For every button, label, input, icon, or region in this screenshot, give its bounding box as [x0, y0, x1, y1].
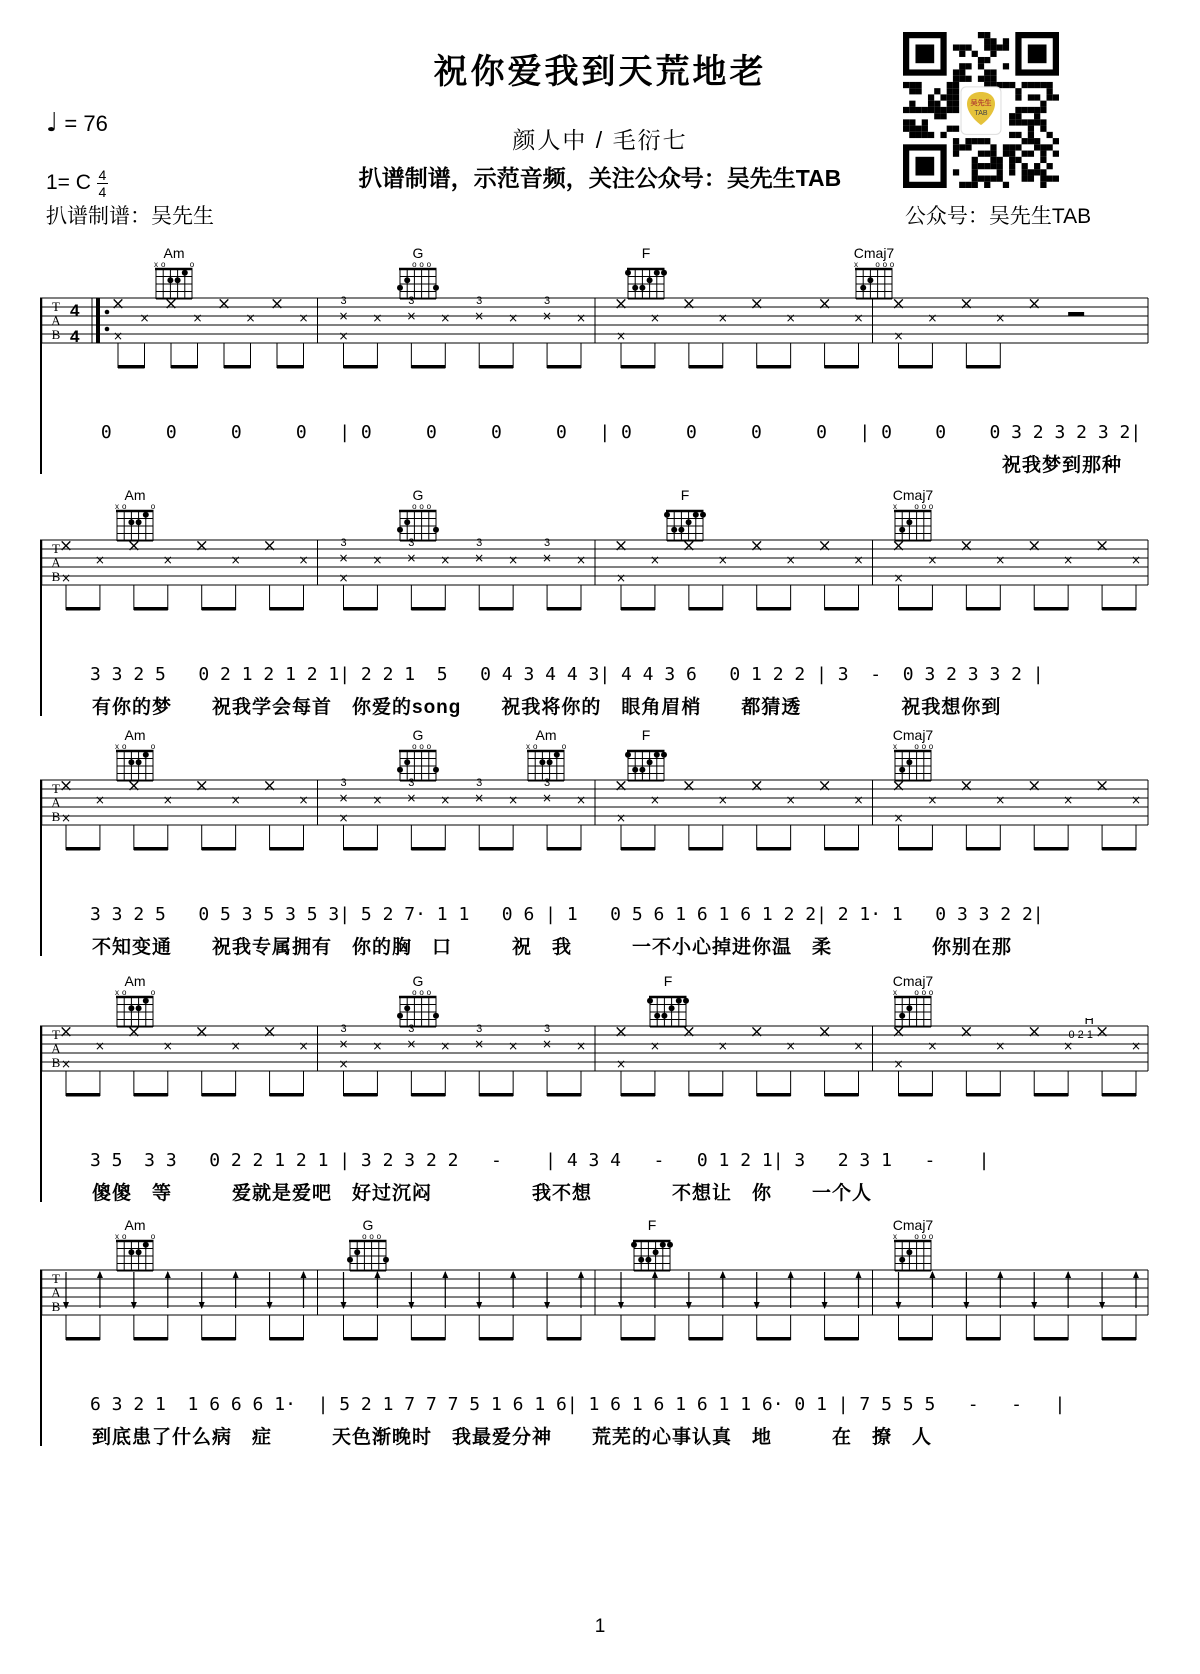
- svg-text:3: 3: [476, 777, 483, 789]
- svg-text:×: ×: [681, 536, 696, 556]
- system-brace: [40, 540, 42, 716]
- svg-text:o: o: [914, 742, 919, 751]
- svg-text:×: ×: [891, 294, 906, 314]
- key-signature: [46, 168, 108, 199]
- svg-text:Am: Am: [163, 246, 185, 261]
- svg-text:o: o: [928, 502, 934, 511]
- svg-text:o: o: [875, 260, 881, 269]
- system-brace: [40, 298, 42, 474]
- svg-text:×: ×: [338, 571, 349, 585]
- svg-text:×: ×: [575, 311, 587, 325]
- tab-staff: [40, 772, 1150, 877]
- svg-text:×: ×: [298, 1039, 309, 1053]
- svg-text:H: H: [1084, 1018, 1094, 1027]
- svg-text:×: ×: [94, 553, 105, 567]
- svg-text:G: G: [412, 974, 424, 989]
- svg-text:G: G: [412, 488, 424, 503]
- svg-text:×: ×: [1027, 294, 1042, 314]
- system-brace: [40, 1270, 42, 1446]
- svg-text:x: x: [893, 502, 898, 511]
- svg-text:o: o: [419, 502, 425, 511]
- svg-text:T: T: [52, 1271, 60, 1286]
- svg-text:×: ×: [785, 793, 796, 807]
- svg-text:o: o: [150, 1232, 155, 1241]
- svg-text:o: o: [921, 502, 927, 511]
- svg-text:×: ×: [891, 1022, 906, 1042]
- svg-text:×: ×: [927, 311, 938, 325]
- svg-text:3: 3: [476, 537, 483, 549]
- svg-text:×: ×: [542, 1037, 553, 1051]
- svg-text:o: o: [376, 1232, 382, 1241]
- lyrics-line: 不知变通 祝我专属拥有 你的胸 口 祝 我 一不小心掉进你温 柔 你别在那: [92, 937, 1013, 958]
- svg-text:×: ×: [1063, 793, 1074, 807]
- svg-text:×: ×: [1063, 1039, 1074, 1053]
- svg-text:o: o: [426, 742, 432, 751]
- svg-text:o: o: [921, 988, 927, 997]
- svg-text:F: F: [641, 246, 651, 261]
- svg-text:×: ×: [893, 1057, 904, 1071]
- song-title: 祝你爱我到天荒地老: [433, 53, 767, 91]
- svg-text:×: ×: [192, 311, 203, 325]
- svg-text:×: ×: [60, 571, 72, 585]
- svg-text:3: 3: [544, 1023, 551, 1035]
- svg-text:×: ×: [110, 294, 126, 314]
- svg-text:×: ×: [60, 811, 72, 825]
- svg-text:x: x: [114, 1232, 119, 1241]
- svg-text:×: ×: [262, 1022, 277, 1042]
- artists: 颜人中 / 毛衍七: [512, 127, 688, 153]
- qr-code-image: [903, 32, 1059, 188]
- svg-text:3: 3: [340, 777, 347, 789]
- tab-staff: [40, 290, 1150, 395]
- svg-text:×: ×: [681, 776, 696, 796]
- svg-text:×: ×: [1130, 553, 1142, 567]
- svg-text:×: ×: [298, 311, 309, 325]
- svg-text:×: ×: [927, 1039, 938, 1053]
- svg-text:B: B: [51, 809, 61, 824]
- svg-text:o: o: [121, 988, 127, 997]
- svg-text:×: ×: [1027, 536, 1042, 556]
- svg-text:×: ×: [338, 551, 349, 565]
- system-1: [40, 246, 1152, 488]
- system-brace: [40, 1026, 42, 1202]
- system-4: [40, 974, 1152, 1216]
- svg-text:×: ×: [1027, 1022, 1042, 1042]
- svg-text:Am: Am: [124, 728, 146, 743]
- svg-text:×: ×: [785, 311, 796, 325]
- svg-text:o: o: [426, 988, 432, 997]
- svg-text:×: ×: [649, 1039, 660, 1053]
- svg-text:×: ×: [230, 553, 241, 567]
- svg-text:×: ×: [112, 329, 124, 343]
- svg-text:×: ×: [440, 1039, 451, 1053]
- svg-text:×: ×: [1094, 536, 1110, 556]
- svg-text:A: A: [51, 1041, 61, 1056]
- svg-text:Cmaj7: Cmaj7: [892, 1218, 934, 1233]
- svg-text:×: ×: [613, 536, 629, 556]
- svg-text:×: ×: [891, 776, 906, 796]
- svg-text:×: ×: [262, 536, 277, 556]
- svg-text:Cmaj7: Cmaj7: [892, 974, 934, 989]
- svg-text:3: 3: [408, 537, 415, 549]
- svg-text:×: ×: [749, 536, 764, 556]
- svg-text:×: ×: [338, 1057, 349, 1071]
- svg-text:×: ×: [194, 536, 209, 556]
- svg-text:×: ×: [959, 1022, 974, 1042]
- svg-text:4: 4: [70, 327, 80, 346]
- svg-text:×: ×: [995, 311, 1006, 325]
- svg-text:x: x: [893, 1232, 898, 1241]
- svg-text:×: ×: [508, 793, 519, 807]
- svg-text:o: o: [533, 742, 538, 751]
- lyrics-line: 到底患了什么病 症 天色渐晚时 我最爱分神 荒芜的心事认真 地 在 撩 人: [92, 1427, 933, 1448]
- svg-text:o: o: [412, 742, 417, 751]
- svg-text:×: ×: [891, 536, 906, 556]
- svg-text:×: ×: [995, 1039, 1006, 1053]
- svg-text:T: T: [52, 299, 60, 314]
- svg-text:×: ×: [372, 553, 383, 567]
- svg-text:×: ×: [194, 1022, 209, 1042]
- svg-text:×: ×: [749, 776, 764, 796]
- svg-text:×: ×: [649, 311, 660, 325]
- svg-text:×: ×: [817, 536, 832, 556]
- svg-text:o: o: [412, 260, 417, 269]
- svg-text:Am: Am: [535, 728, 557, 743]
- svg-text:×: ×: [230, 1039, 241, 1053]
- svg-text:Am: Am: [124, 488, 146, 503]
- svg-text:×: ×: [230, 793, 241, 807]
- qr-code: [903, 32, 1059, 188]
- svg-text:×: ×: [542, 551, 553, 565]
- svg-text:o: o: [928, 1232, 934, 1241]
- svg-text:×: ×: [338, 309, 349, 323]
- svg-text:×: ×: [372, 793, 383, 807]
- svg-text:3: 3: [476, 295, 483, 307]
- svg-text:×: ×: [406, 1037, 417, 1051]
- svg-text:G: G: [412, 728, 424, 743]
- svg-text:F: F: [680, 488, 690, 503]
- svg-text:×: ×: [542, 791, 553, 805]
- svg-text:G: G: [412, 246, 424, 261]
- svg-text:吴先生: 吴先生: [970, 100, 992, 107]
- svg-text:o: o: [914, 502, 919, 511]
- svg-text:×: ×: [615, 329, 627, 343]
- svg-text:×: ×: [216, 294, 232, 314]
- svg-text:×: ×: [163, 294, 179, 314]
- svg-text:×: ×: [372, 311, 383, 325]
- svg-text:4: 4: [70, 301, 80, 320]
- svg-text:×: ×: [649, 793, 660, 807]
- svg-text:o: o: [150, 502, 155, 511]
- svg-text:3: 3: [340, 537, 347, 549]
- svg-text:o: o: [419, 742, 425, 751]
- svg-text:×: ×: [613, 776, 629, 796]
- svg-text:×: ×: [615, 1057, 627, 1071]
- svg-text:×: ×: [338, 329, 349, 343]
- svg-text:×: ×: [126, 776, 141, 796]
- svg-text:×: ×: [298, 553, 309, 567]
- svg-text:×: ×: [853, 553, 864, 567]
- svg-text:×: ×: [162, 1039, 173, 1053]
- svg-text:o: o: [419, 260, 425, 269]
- svg-text:×: ×: [959, 536, 974, 556]
- svg-text:×: ×: [298, 793, 309, 807]
- jianpu-line: 6 3 2 1 1 6 6 6 1· | 5 2 1 7 7 7 5 1 6 1 6| 1 6 1 6 1 6 1 1 6· 0 1 | 7 5 5 5 - - |: [90, 1394, 1066, 1415]
- svg-text:×: ×: [681, 294, 696, 314]
- svg-text:×: ×: [1094, 776, 1110, 796]
- svg-text:x: x: [893, 988, 898, 997]
- svg-text:×: ×: [717, 793, 728, 807]
- svg-text:×: ×: [995, 553, 1006, 567]
- svg-text:×: ×: [126, 1022, 141, 1042]
- svg-text:3: 3: [476, 1023, 483, 1035]
- tab-staff: [40, 1018, 1150, 1123]
- svg-text:×: ×: [613, 294, 629, 314]
- svg-text:o: o: [369, 1232, 375, 1241]
- svg-text:×: ×: [94, 1039, 105, 1053]
- svg-text:×: ×: [542, 309, 553, 323]
- svg-text:o: o: [921, 1232, 927, 1241]
- svg-text:o: o: [121, 502, 127, 511]
- svg-text:o: o: [150, 988, 155, 997]
- page-number: 1: [594, 1616, 606, 1637]
- system-brace: [40, 780, 42, 956]
- svg-text:x: x: [893, 742, 898, 751]
- svg-text:×: ×: [717, 1039, 728, 1053]
- tab-staff: [40, 532, 1150, 637]
- svg-text:×: ×: [126, 536, 141, 556]
- svg-text:×: ×: [372, 1039, 383, 1053]
- svg-text:T: T: [52, 781, 60, 796]
- svg-text:o: o: [928, 988, 934, 997]
- svg-text:×: ×: [615, 811, 627, 825]
- svg-text:x: x: [114, 988, 119, 997]
- svg-text:A: A: [51, 795, 61, 810]
- system-3: [40, 728, 1152, 970]
- svg-text:×: ×: [58, 776, 74, 796]
- jianpu-line: 3 3 2 5 0 2 1 2 1 2 1| 2 2 1 5 0 4 3 4 4 3| 4 4 3 6 0 1 2 2 | 3 - 0 3 2 3 3 2 |: [90, 664, 1044, 685]
- svg-text:B: B: [51, 1299, 61, 1314]
- svg-text:B: B: [51, 569, 61, 584]
- svg-text:×: ×: [927, 553, 938, 567]
- svg-text:×: ×: [575, 793, 587, 807]
- svg-text:×: ×: [162, 553, 173, 567]
- svg-text:×: ×: [1027, 776, 1042, 796]
- svg-text:o: o: [121, 1232, 127, 1241]
- svg-text:o: o: [160, 260, 166, 269]
- svg-text:A: A: [51, 313, 61, 328]
- svg-text:x: x: [854, 260, 859, 269]
- svg-text:3: 3: [408, 295, 415, 307]
- svg-text:×: ×: [474, 309, 485, 323]
- svg-text:G: G: [362, 1218, 374, 1233]
- svg-text:TAB: TAB: [974, 110, 988, 117]
- svg-text:T: T: [52, 541, 60, 556]
- svg-text:o: o: [362, 1232, 367, 1241]
- svg-text:×: ×: [1063, 553, 1074, 567]
- svg-text:Am: Am: [124, 1218, 146, 1233]
- svg-text:3: 3: [340, 295, 347, 307]
- svg-text:×: ×: [406, 309, 417, 323]
- svg-text:x: x: [153, 260, 158, 269]
- svg-text:T: T: [52, 1027, 60, 1042]
- svg-text:A: A: [51, 555, 61, 570]
- svg-text:×: ×: [749, 294, 764, 314]
- svg-text:×: ×: [94, 793, 105, 807]
- svg-text:×: ×: [853, 793, 864, 807]
- svg-text:×: ×: [927, 793, 938, 807]
- svg-text:x: x: [114, 742, 119, 751]
- lyrics-line: 有你的梦 祝我学会每首 你爱的song 祝我将你的 眼角眉梢 都猜透 祝我想你到: [92, 697, 1002, 718]
- svg-text:×: ×: [893, 571, 904, 585]
- svg-text:×: ×: [406, 791, 417, 805]
- svg-text:F: F: [664, 974, 673, 989]
- svg-text:3: 3: [408, 1023, 415, 1035]
- svg-text:o: o: [426, 260, 432, 269]
- svg-text:×: ×: [508, 311, 519, 325]
- lyrics-line: 祝我梦到那种: [1001, 455, 1122, 476]
- svg-text:×: ×: [58, 536, 74, 556]
- svg-text:×: ×: [613, 1022, 629, 1042]
- svg-text:×: ×: [194, 776, 209, 796]
- svg-text:×: ×: [575, 553, 587, 567]
- svg-text:o: o: [561, 742, 567, 751]
- svg-text:×: ×: [508, 1039, 519, 1053]
- svg-text:o: o: [882, 260, 888, 269]
- svg-text:x: x: [526, 742, 531, 751]
- system-5: [40, 1218, 1152, 1460]
- svg-text:o: o: [914, 988, 919, 997]
- svg-text:Am: Am: [124, 974, 146, 989]
- svg-text:o: o: [150, 742, 155, 751]
- svg-text:×: ×: [139, 311, 150, 325]
- svg-text:3: 3: [544, 295, 551, 307]
- svg-text:×: ×: [649, 553, 660, 567]
- svg-text:×: ×: [162, 793, 173, 807]
- svg-text:×: ×: [338, 1037, 349, 1051]
- tempo-value: = 76: [64, 111, 108, 136]
- svg-text:o: o: [419, 988, 425, 997]
- svg-text:×: ×: [60, 1057, 72, 1071]
- transcriber-credit: 扒谱制谱：吴先生: [46, 205, 214, 228]
- time-signature: [97, 168, 108, 199]
- svg-text:×: ×: [440, 311, 451, 325]
- svg-text:×: ×: [853, 311, 864, 325]
- tab-staff: [40, 1262, 1150, 1367]
- svg-text:×: ×: [338, 811, 349, 825]
- svg-text:×: ×: [245, 311, 256, 325]
- jianpu-line: 3 3 2 5 0 5 3 5 3 5 3| 5 2 7· 1 1 0 6 | 1 0 5 6 1 6 1 6 1 2 2| 2 1· 1 0 3 3 2 2|: [90, 904, 1044, 925]
- jianpu-line: 3 5 3 3 0 2 2 1 2 1 | 3 2 3 2 2 - | 4 3 4 - 0 1 2 1| 3 2 3 1 - |: [90, 1150, 990, 1171]
- quarter-note-icon: ♩: [46, 108, 59, 138]
- jianpu-line: 0 0 0 0 | 0 0 0 0 | 0 0 0 0 | 0 0 0 3 2 3 2 3 2|: [90, 422, 1142, 443]
- svg-text:×: ×: [262, 776, 277, 796]
- svg-text:×: ×: [440, 553, 451, 567]
- svg-text:×: ×: [717, 311, 728, 325]
- svg-text:o: o: [889, 260, 895, 269]
- svg-text:o: o: [928, 742, 934, 751]
- svg-text:×: ×: [817, 294, 832, 314]
- svg-text:×: ×: [893, 329, 904, 343]
- svg-text:×: ×: [338, 791, 349, 805]
- svg-text:×: ×: [817, 776, 832, 796]
- svg-text:×: ×: [508, 553, 519, 567]
- svg-text:×: ×: [893, 811, 904, 825]
- svg-text:o: o: [914, 1232, 919, 1241]
- lyrics-line: 傻傻 等 爱就是爱吧 好过沉闷 我不想 不想让 你 一个人: [92, 1183, 873, 1204]
- svg-text:x: x: [114, 502, 119, 511]
- svg-text:F: F: [647, 1218, 657, 1233]
- svg-text:×: ×: [749, 1022, 764, 1042]
- svg-text:A: A: [51, 1285, 61, 1300]
- time-top: 4: [98, 167, 107, 183]
- svg-text:×: ×: [681, 1022, 696, 1042]
- svg-text:×: ×: [269, 294, 285, 314]
- svg-text:×: ×: [717, 553, 728, 567]
- svg-text:0 2 1: 0 2 1: [1068, 1029, 1093, 1041]
- svg-text:×: ×: [785, 1039, 796, 1053]
- svg-text:o: o: [921, 742, 927, 751]
- svg-text:×: ×: [959, 294, 974, 314]
- svg-text:×: ×: [1130, 793, 1142, 807]
- svg-text:×: ×: [1130, 1039, 1142, 1053]
- svg-text:Cmaj7: Cmaj7: [892, 728, 934, 743]
- svg-text:B: B: [51, 327, 61, 342]
- svg-text:o: o: [189, 260, 194, 269]
- key-prefix: 1= C: [46, 171, 91, 195]
- svg-text:o: o: [426, 502, 432, 511]
- svg-text:o: o: [121, 742, 127, 751]
- svg-text:×: ×: [58, 1022, 74, 1042]
- svg-text:Cmaj7: Cmaj7: [892, 488, 934, 503]
- qr-caption: 公众号：吴先生TAB: [904, 205, 1092, 228]
- svg-text:Cmaj7: Cmaj7: [853, 246, 895, 261]
- svg-text:B: B: [51, 1055, 61, 1070]
- svg-text:3: 3: [408, 777, 415, 789]
- svg-text:3: 3: [544, 537, 551, 549]
- svg-text:×: ×: [853, 1039, 864, 1053]
- svg-text:×: ×: [959, 776, 974, 796]
- svg-text:×: ×: [575, 1039, 587, 1053]
- svg-text:o: o: [412, 988, 417, 997]
- svg-text:×: ×: [995, 793, 1006, 807]
- svg-text:×: ×: [615, 571, 627, 585]
- svg-text:3: 3: [544, 777, 551, 789]
- svg-text:F: F: [641, 728, 651, 743]
- svg-text:×: ×: [474, 551, 485, 565]
- svg-text:×: ×: [406, 551, 417, 565]
- time-bottom: 4: [98, 184, 107, 200]
- svg-text:3: 3: [340, 1023, 347, 1035]
- promo-line: 扒谱制谱，示范音频，关注公众号：吴先生TAB: [358, 165, 842, 191]
- svg-text:×: ×: [1094, 1022, 1110, 1042]
- svg-text:o: o: [412, 502, 417, 511]
- system-2: [40, 488, 1152, 730]
- svg-text:×: ×: [440, 793, 451, 807]
- svg-text:×: ×: [474, 1037, 485, 1051]
- svg-text:×: ×: [817, 1022, 832, 1042]
- svg-text:×: ×: [785, 553, 796, 567]
- svg-text:×: ×: [474, 791, 485, 805]
